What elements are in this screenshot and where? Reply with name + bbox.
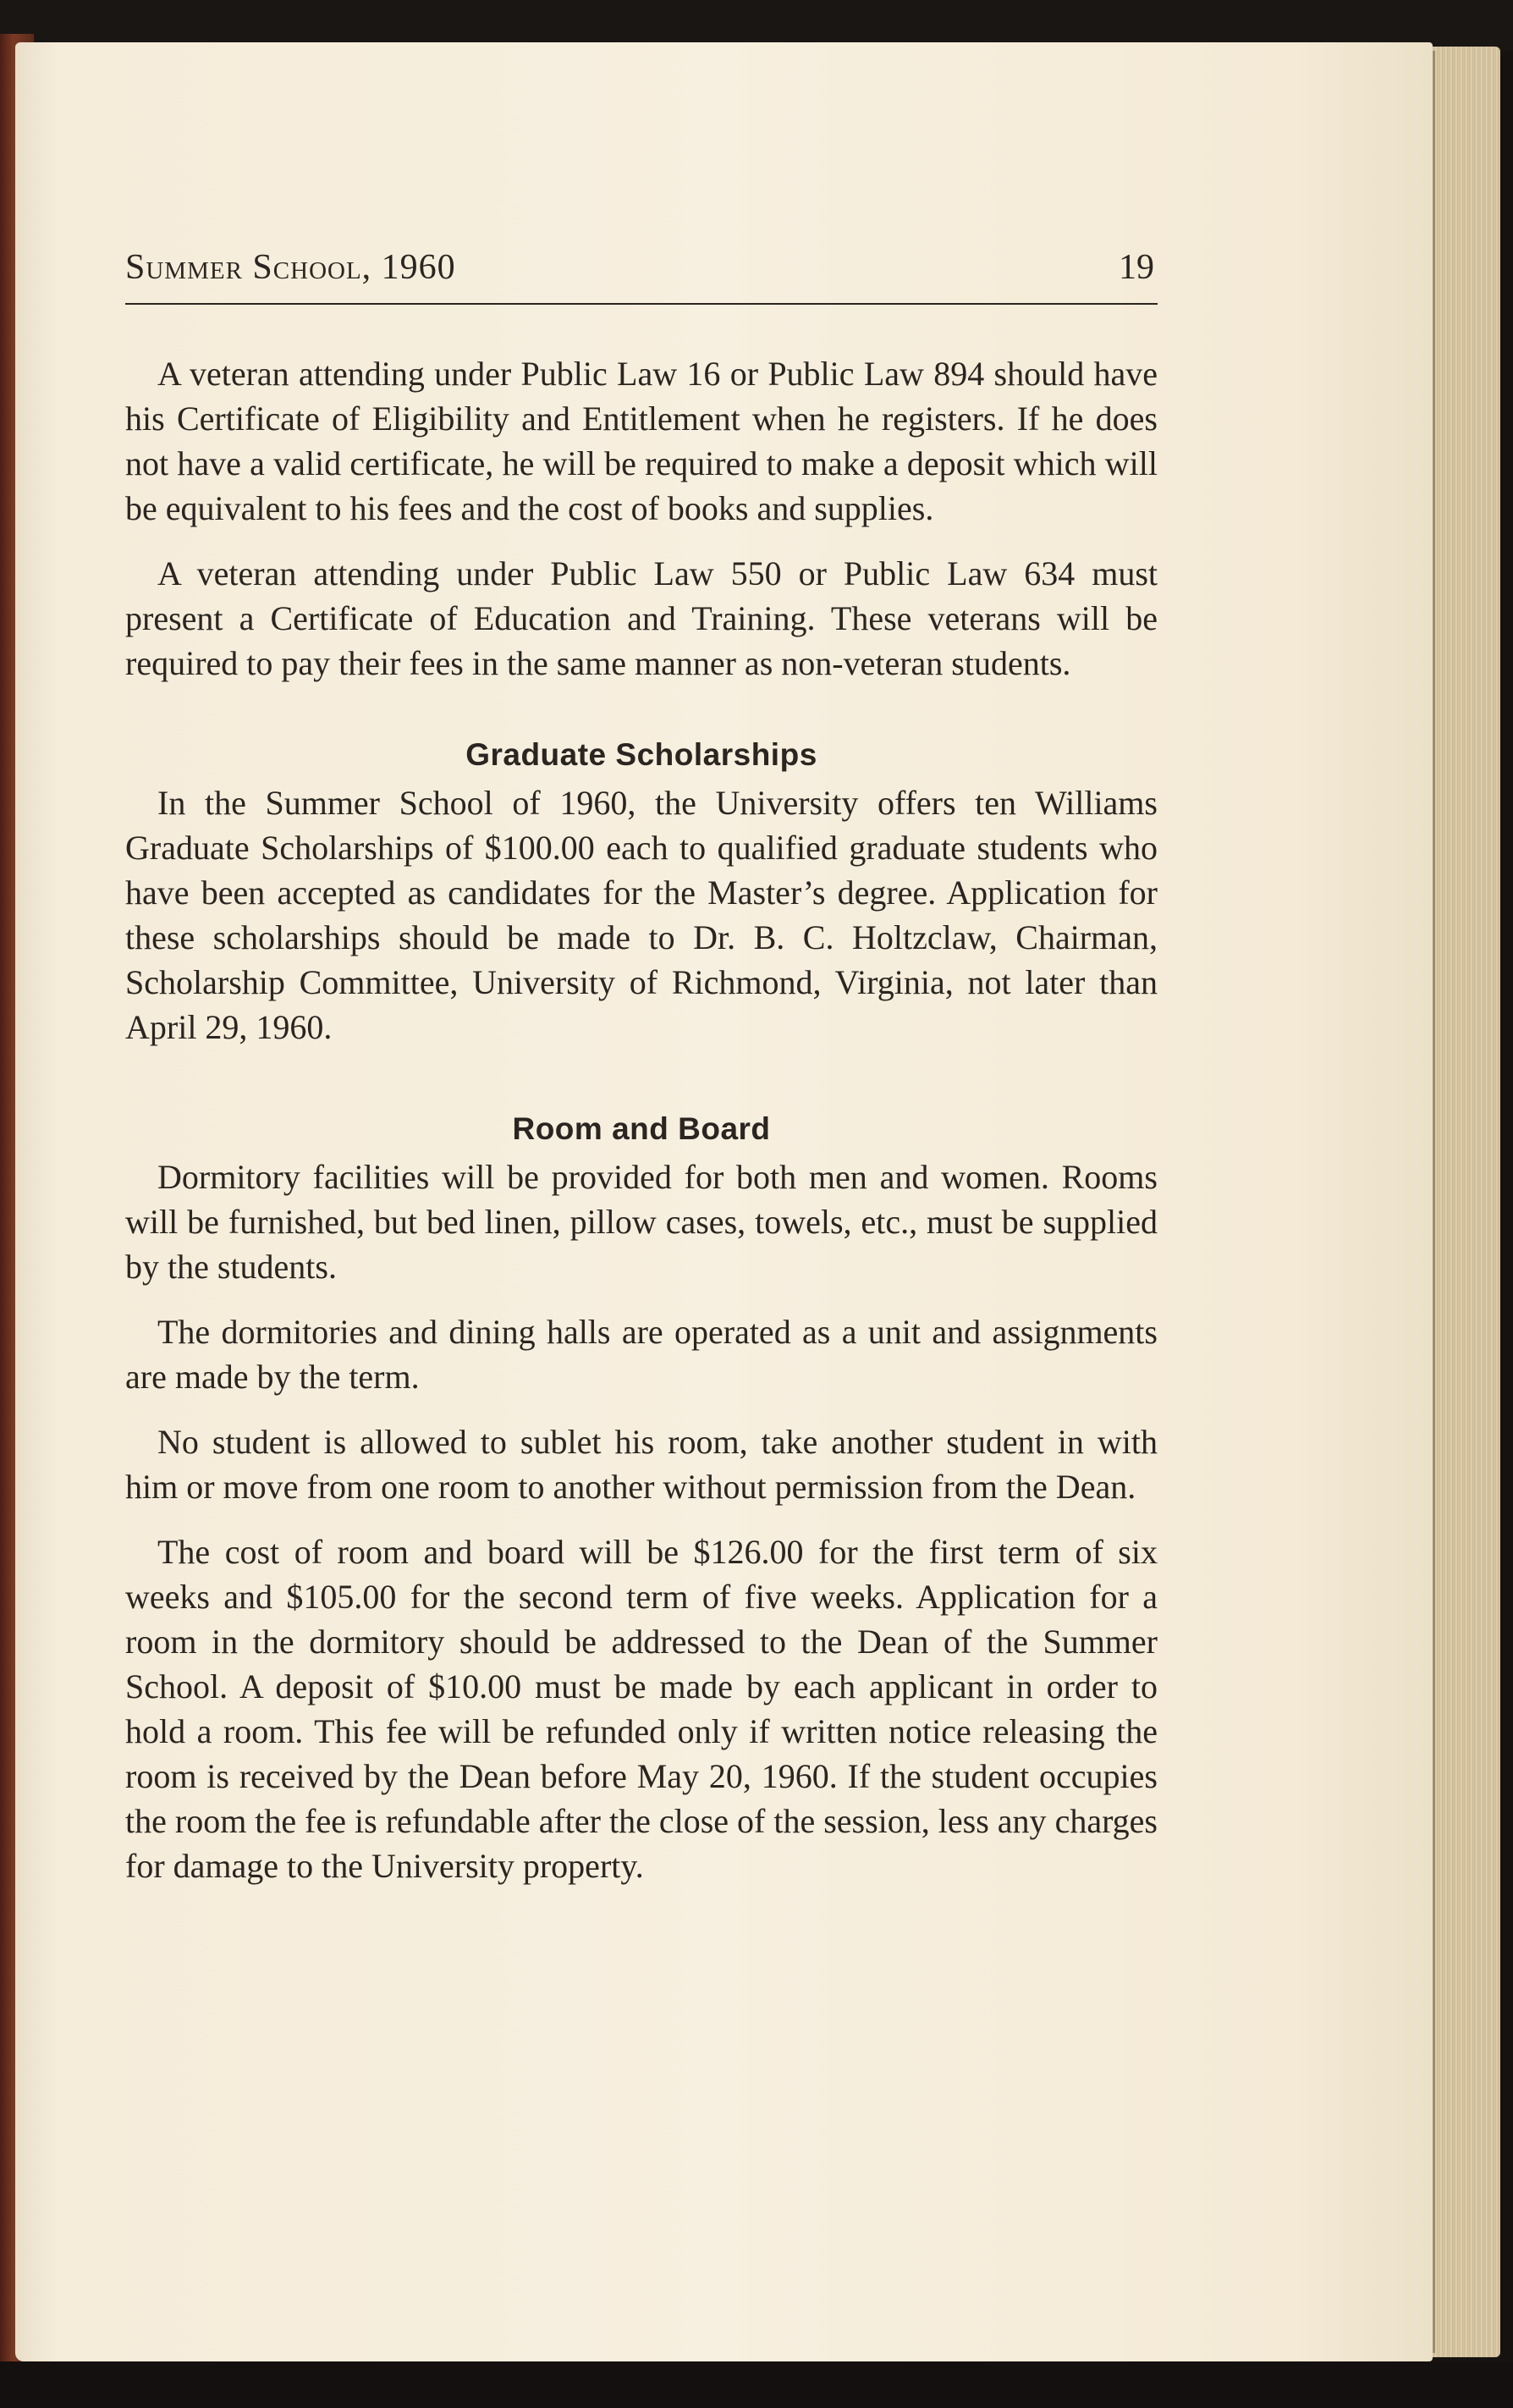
page-number: 19 [1119, 248, 1154, 287]
paragraph-dormitory-units: The dormitories and dining halls are operated as a unit and assignments are made by the term. [125, 1313, 1158, 1396]
running-header [125, 247, 1158, 305]
scan-background-bottom [0, 2361, 1513, 2408]
heading-graduate-scholarships: Graduate Scholarships [465, 737, 817, 772]
running-title: Summer School, 1960 [125, 248, 456, 287]
paragraph-veteran-pl550: A veteran attending under Public Law 550 or Public Law 634 must present a Certificate of Education and Training. These veterans will be required to pay their fees in the same manner as non-veteran students. [125, 554, 1158, 682]
paragraph-scholarships: In the Summer School of 1960, the University offers ten Williams Graduate Scholarships of $100.00 each to qualified graduate students who have been accepted as candidates for the Master’s degree. Application for these scholarships should be made to Dr. B. C. Holtzclaw, Chairman, Scholarship Committee, University of Richmond, Virginia, not later than April 29, 1960. [125, 784, 1158, 1046]
paragraph-room-cost: The cost of room and board will be $126.00 for the first term of six weeks and $105.00 for the second term of five weeks. Application for a room in the dormitory should be addressed to the Dean of the Summer School. A deposit of $10.00 must be made by each applicant in order to hold a room. This fee will be refunded only if written notice releasing the room is received by the Dean before May 20, 1960. If the student occupies the room the fee is refundable after the close of the session, less any charges for damage to the University property. [125, 1533, 1158, 1885]
page-body [125, 351, 1158, 1909]
paragraph-veteran-pl16: A veteran attending under Public Law 16 or Public Law 894 should have his Certificate of Eligibility and Entitlement when he registers. If he does not have a valid certificate, he will be required to make a deposit which will be equivalent to his fees and the cost of books and supplies. [125, 355, 1158, 527]
paragraph-dormitory-facilities: Dormitory facilities will be provided for both men and women. Rooms will be furnished, but bed linen, pillow cases, towels, etc., must be supplied by the students. [125, 1158, 1158, 1286]
heading-room-and-board: Room and Board [512, 1111, 771, 1146]
paragraph-sublet-rule: No student is allowed to sublet his room, take another student in with him or move from one room to another without permission from the Dean. [125, 1423, 1158, 1506]
page-edges-stack [1433, 47, 1500, 2357]
